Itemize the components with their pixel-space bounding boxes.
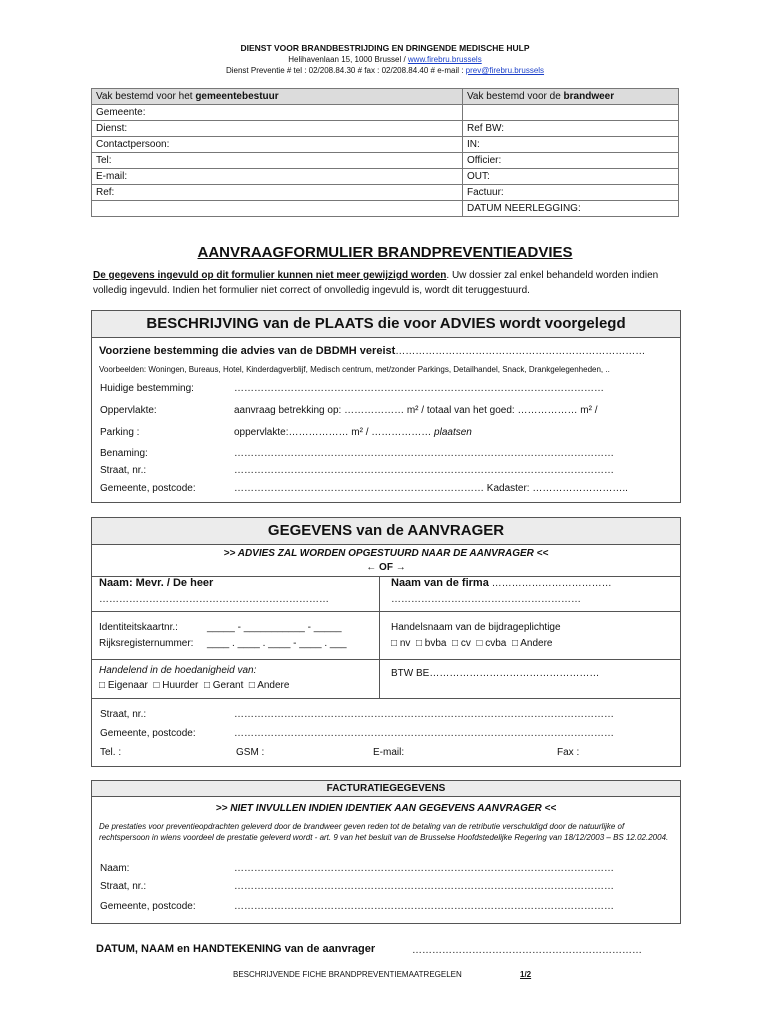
applicant-section: GEGEVENS van de AANVRAGER >> ADVIES ZAL WORDEN OPGESTUURD NAAR DE AANVRAGER << ← OF → Naam: Mevr. / De heer …………………………………………………………… Naam van de firma ……………………………… ………………………………………………… Identiteitskaartnr.: _____ - ___________ - _____ Rijksregisternummer: ____ . ____ . ____ - ____ . ___ Handelsnaam van de bijdrageplichtige □ nv □ bvba □ cv □ cvba □ Andere Handelend in de hoedanigheid van: □ Eigenaar □ Huurder □ Gerant □ Andere BTW BE…………………………………………… Straat, nr.: …………………………………………………………………………………………………… Gemeente, postcode: …………………………………………………………………………………………………… Tel. : GSM : E-mail: Fax : xyxy=(91,517,681,767)
place-section: BESCHRIJVING van de PLAATS die voor ADVIES wordt voorgelegd Voorziene bestemming die advies van de DBDMH vereist………………………………………………………………… Voorbeelden: Woningen, Bureaus, Hotel, Kinderdagverblijf, Medisch centrum, met/zonder Parkings, Detailhandel, Snack, Drankgelegenheden, .. Huidige bestemming: ………………………………………………………………………………………………… Oppervlakte: aanvraag betrekking op: ……………… m² / totaal van het goed: ……………… m² / Parking : oppervlakte:……………… m² / ……………… plaatsen Benaming: …………………………………………………………………………………………………… Straat, nr.: …………………………………………………………………………………………………… Gemeente, postcode: ………………………………………………………………… Kadaster: ……………………….. xyxy=(91,310,681,503)
row-divider xyxy=(92,659,680,660)
row-divider xyxy=(92,576,680,577)
national-number-row[interactable]: Rijksregisternummer: ____ . ____ . ____ - ____ . ___ xyxy=(99,638,347,649)
form-title: AANVRAAGFORMULIER BRANDPREVENTIEADVIES xyxy=(197,244,573,261)
municipality-field[interactable]: Tel: xyxy=(92,153,463,169)
checkbox-icon[interactable]: □ xyxy=(511,638,518,649)
website-link[interactable]: www.firebru.brussels xyxy=(407,55,482,64)
form-intro: De gegevens ingevuld op dit formulier kunnen niet meer gewijzigd worden. Uw dossier zal enkel behandeld worden indien volledig ingevuld. Indien het formulier niet correct of onvolledig ingevuld is, wordt dit teruggestuurd. xyxy=(93,270,659,296)
contact-text: Dienst Preventie # tel : 02/208.84.30 # fax : 02/208.84.40 # e-mail : xyxy=(225,66,466,75)
name-input[interactable]: …………………………………………………………… xyxy=(99,594,329,605)
footer-text: BESCHRIJVENDE FICHE BRANDPREVENTIEMAATREGELEN xyxy=(233,970,462,979)
fire-field[interactable]: DATUM NEERLEGGING: xyxy=(463,201,679,217)
capacity-options: □ Eigenaar □ Huurder □ Gerant □ Andere xyxy=(99,680,290,691)
municipality-field[interactable]: Gemeente: xyxy=(92,105,463,121)
checkbox-icon[interactable]: □ xyxy=(415,638,422,649)
company-form-options: □ nv □ bvba □ cv □ cvba □ Andere xyxy=(391,638,553,649)
place-section-title: BESCHRIJVING van de PLAATS die voor ADVIES wordt voorgelegd xyxy=(92,311,680,338)
trade-name-label: Handelsnaam van de bijdrageplichtige xyxy=(391,622,561,633)
row-divider xyxy=(92,611,680,612)
service-address xyxy=(0,55,770,64)
municipality-field[interactable]: Dienst: xyxy=(92,121,463,137)
fire-field[interactable]: Factuur: xyxy=(463,185,679,201)
billing-legal-text: De prestaties voor preventieopdrachten geleverd door de brandweer geven reden tot de betaling van de retributie verschuldigd door de natuurlijke of rechtspersoon in wiens voordeel de prestatie geleverd wordt - art. 9 van het besluit van de Brusselse Hoofdstedelijke Regering van 18/12/2003 – BS 12.02.2004. xyxy=(99,822,669,842)
capacity-label: Handelend in de hoedanigheid van: xyxy=(99,665,257,676)
or-separator: ← OF → xyxy=(366,562,406,573)
id-row[interactable]: Identiteitskaartnr.: _____ - ___________ - _____ xyxy=(99,622,342,633)
row-divider xyxy=(92,698,680,699)
destination-examples: Voorbeelden: Woningen, Bureaus, Hotel, Kinderdagverblijf, Medisch centrum, met/zonder Parkings, Detailhandel, Snack, Drankgelegenheden, .. xyxy=(99,365,610,374)
page-number: 1/2 xyxy=(520,970,532,979)
checkbox-icon[interactable]: □ xyxy=(476,638,483,649)
checkbox-icon[interactable]: □ xyxy=(391,638,398,649)
checkbox-icon[interactable]: □ xyxy=(203,680,210,691)
checkbox-icon[interactable]: □ xyxy=(99,680,106,691)
applicant-section-title: GEGEVENS van de AANVRAGER xyxy=(92,518,680,545)
signature-field[interactable]: …………………………………………………………… xyxy=(412,945,642,956)
fire-field[interactable]: Officier: xyxy=(463,153,679,169)
vat-row[interactable]: BTW BE…………………………………………… xyxy=(391,668,600,679)
municipality-field[interactable] xyxy=(92,201,463,217)
municipality-header: Vak bestemd voor het gemeentebestuur xyxy=(92,89,463,105)
service-title: DIENST VOOR BRANDBESTRIJDING EN DRINGENDE MEDISCHE HULP xyxy=(240,43,530,53)
service-contact xyxy=(0,66,770,75)
checkbox-icon[interactable]: □ xyxy=(248,680,255,691)
fire-field[interactable]: Ref BW: xyxy=(463,121,679,137)
destination-row: Voorziene bestemming die advies van de DBDMH vereist………………………………………………………………… xyxy=(99,345,646,357)
billing-section: FACTURATIEGEGEVENS >> NIET INVULLEN INDIEN IDENTIEK AAN GEGEVENS AANVRAGER << De prestaties voor preventieopdrachten geleverd door de brandweer geven reden tot de betaling van de retributie verschuldigd door de natuurlijke of rechtspersoon in wiens voordeel de prestatie geleverd wordt - art. 9 van het besluit van de Brusselse Hoofdstedelijke Regering van 18/12/2003 – BS 12.02.2004. Naam: …………………………………………………………………………………………………… Straat, nr.: …………………………………………………………………………………………………… Gemeente, postcode: …………………………………………………………………………………………………… xyxy=(91,780,681,924)
email-link[interactable]: prev@firebru.brussels xyxy=(465,66,545,75)
applicant-notice: >> ADVIES ZAL WORDEN OPGESTUURD NAAR DE AANVRAGER << xyxy=(223,548,549,559)
fire-brigade-header: Vak bestemd voor de brandweer xyxy=(463,89,679,105)
company-row[interactable]: Naam van de firma ……………………………… xyxy=(391,577,612,589)
municipality-field[interactable]: Ref: xyxy=(92,185,463,201)
office-use-table xyxy=(91,88,679,217)
fire-field[interactable]: OUT: xyxy=(463,169,679,185)
billing-title: FACTURATIEGEGEVENS xyxy=(92,781,680,797)
checkbox-icon[interactable]: □ xyxy=(452,638,459,649)
column-divider xyxy=(379,576,380,698)
fire-field[interactable] xyxy=(463,105,679,121)
municipality-field[interactable]: E-mail: xyxy=(92,169,463,185)
billing-notice: >> NIET INVULLEN INDIEN IDENTIEK AAN GEGEVENS AANVRAGER << xyxy=(215,803,557,814)
municipality-field[interactable]: Contactpersoon: xyxy=(92,137,463,153)
address-text: Helihavenlaan 15, 1000 Brussel / xyxy=(288,55,408,64)
company-input[interactable]: ………………………………………………… xyxy=(391,594,581,605)
signature-label: DATUM, NAAM en HANDTEKENING van de aanvrager xyxy=(96,943,376,955)
fire-field[interactable]: IN: xyxy=(463,137,679,153)
checkbox-icon[interactable]: □ xyxy=(153,680,160,691)
name-label: Naam: Mevr. / De heer xyxy=(99,577,214,589)
